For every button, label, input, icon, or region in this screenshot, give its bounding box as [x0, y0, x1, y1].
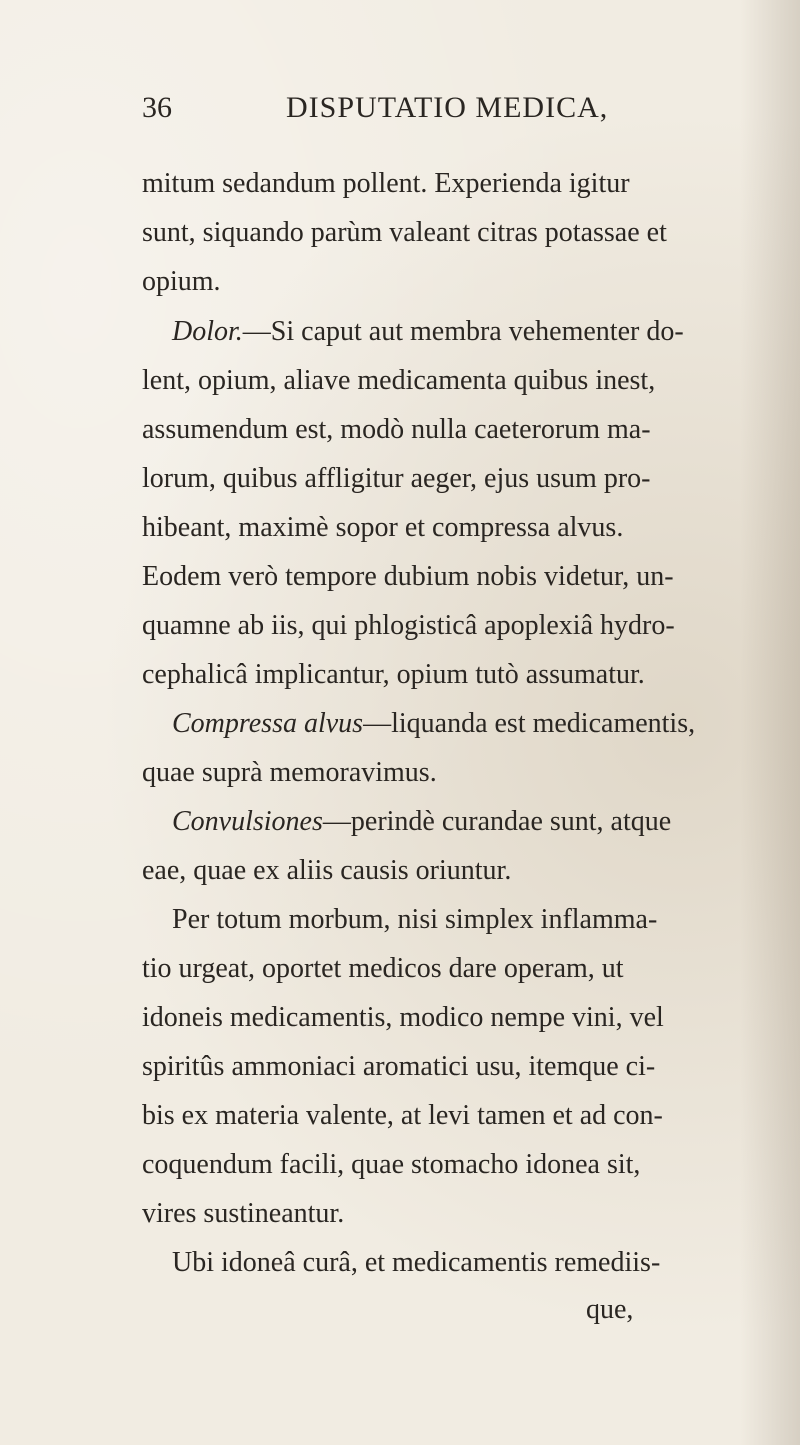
text-line: spiritûs ammoniaci aromatici usu, itemque ci- [142, 1051, 656, 1082]
catchword: que, [586, 1294, 634, 1325]
text-line: bis ex materia valente, at levi tamen et ad con- [142, 1100, 663, 1131]
section-heading: Dolor. [172, 316, 243, 347]
section-heading: Compressa alvus [172, 708, 364, 739]
text-line: coquendum facili, quae stomacho idonea sit, [142, 1149, 641, 1180]
paragraph-convulsiones: Convulsiones—perindè curandae sunt, atque [172, 806, 672, 837]
text-line: assumendum est, modò nulla caeterorum ma- [142, 414, 651, 445]
text-line: lent, opium, aliave medicamenta quibus inest, [142, 365, 656, 396]
text-line: Ubi idoneâ curâ, et medicamentis remediis- [172, 1247, 661, 1278]
text-line: vires sustineantur. [142, 1198, 345, 1229]
section-heading: Convulsiones [172, 806, 323, 837]
text-line: quamne ab iis, qui phlogisticâ apoplexiâ hydro- [142, 610, 675, 641]
text-line: cephalicâ implicantur, opium tutò assumatur. [142, 659, 645, 690]
text-line: eae, quae ex aliis causis oriuntur. [142, 855, 512, 886]
text-line: idoneis medicamentis, modico nempe vini, vel [142, 1002, 664, 1033]
text-line: hibeant, maximè sopor et compressa alvus. [142, 512, 624, 543]
text-line: opium. [142, 266, 221, 297]
text-line: quae suprà memoravimus. [142, 757, 437, 788]
paragraph-compressa-alvus: Compressa alvus—liquanda est medicamentis, [172, 708, 696, 739]
text-line: mitum sedandum pollent. Experienda igitur [142, 168, 630, 199]
page-edge-shadow [740, 0, 800, 1445]
text-line: lorum, quibus affligitur aeger, ejus usum pro- [142, 463, 651, 494]
running-title: DISPUTATIO MEDICA, [286, 91, 609, 124]
text-line: sunt, siquando parùm valeant citras potassae et [142, 217, 667, 248]
text-line: Per totum morbum, nisi simplex inflamma- [172, 904, 658, 935]
text-line: Eodem verò tempore dubium nobis videtur, un- [142, 561, 674, 592]
page-header [142, 88, 622, 138]
page-number: 36 [142, 91, 172, 124]
text-line: tio urgeat, oportet medicos dare operam, ut [142, 953, 624, 984]
paragraph-dolor: Dolor.—Si caput aut membra vehementer do- [172, 316, 684, 347]
